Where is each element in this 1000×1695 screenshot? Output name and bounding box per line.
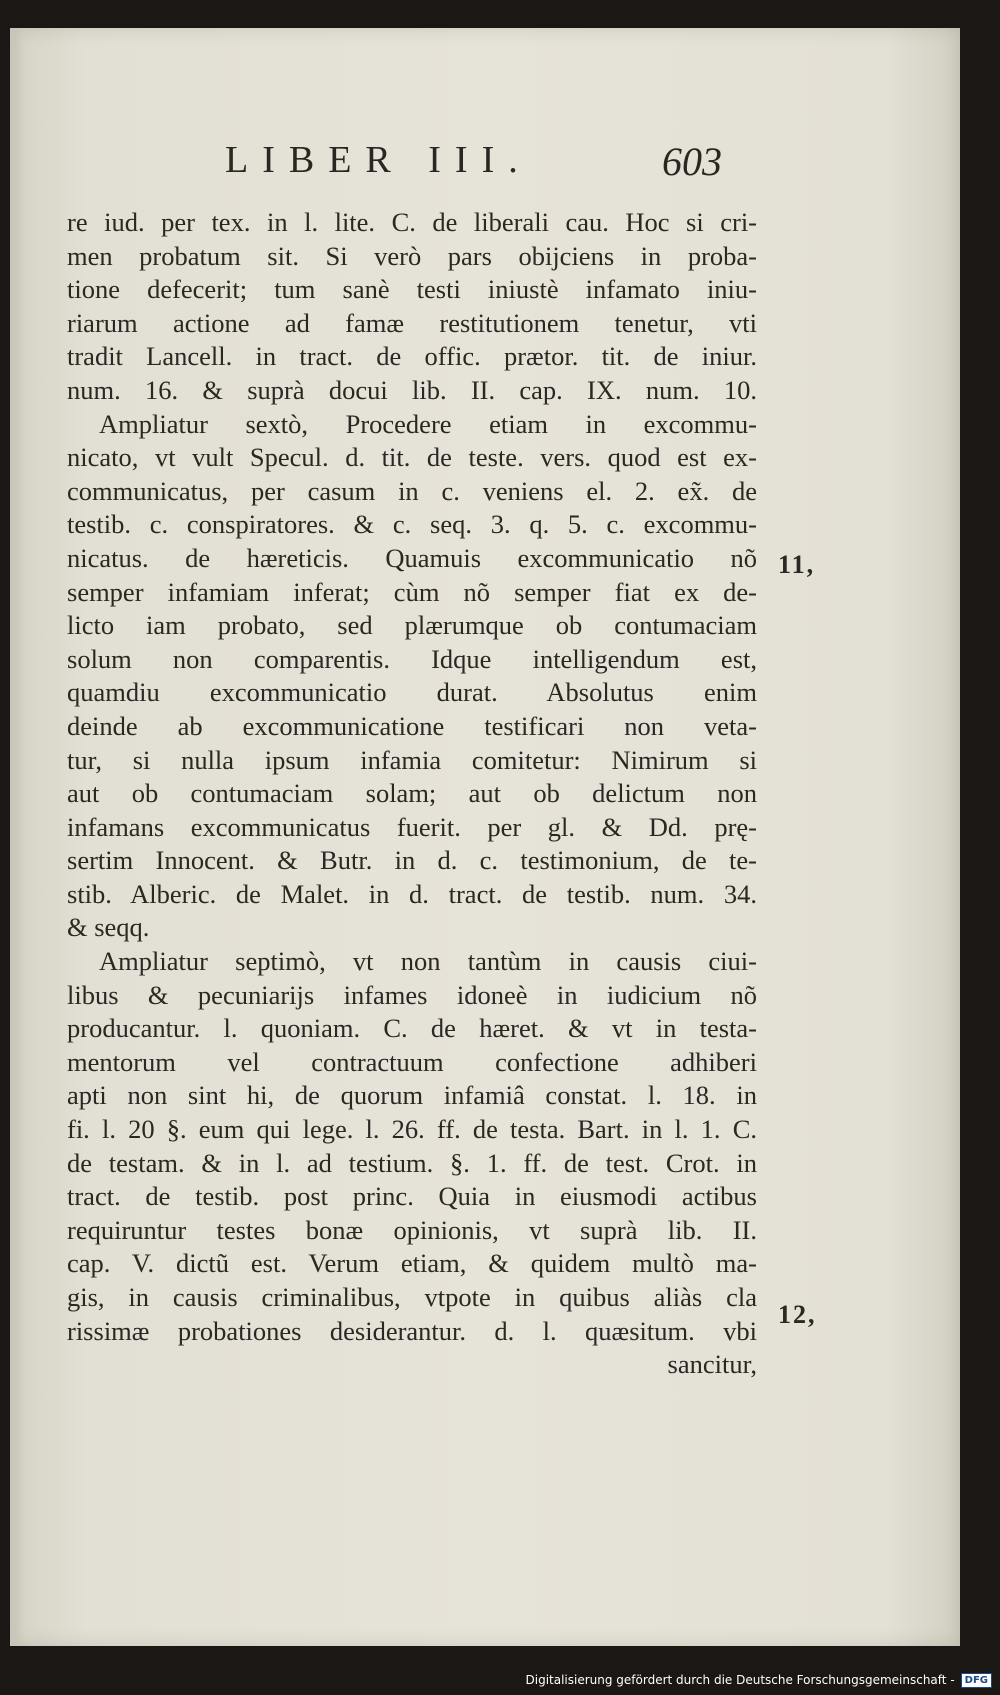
text-line: nicato, vt vult Specul. d. tit. de teste. vers. quod est ex- <box>67 442 757 473</box>
text-line: cap. V. dictũ est. Verum etiam, & quidem multò ma- <box>67 1248 757 1279</box>
text-line: tur, si nulla ipsum infamia comitetur: Nimirum si <box>67 744 757 775</box>
text-line: solum non comparentis. Idque intelligendum est, <box>67 643 757 674</box>
running-head: LIBER III. <box>225 139 532 181</box>
text-line: libus & pecuniarijs infames idoneè in iudicium nõ <box>67 979 757 1010</box>
text-line: testib. c. conspiratores. & c. seq. 3. q. 5. c. excommu- <box>67 509 757 540</box>
text-line: num. 16. & suprà docui lib. II. cap. IX. num. 10. <box>67 374 757 405</box>
text-line: deinde ab excommunicatione testificari non veta- <box>67 710 757 741</box>
text-line: requiruntur testes bonæ opinionis, vt suprà lib. II. <box>67 1214 757 1245</box>
digitization-footer <box>526 1669 993 1691</box>
page-header <box>10 138 960 188</box>
text-line: tract. de testib. post princ. Quia in eiusmodi actibus <box>67 1181 757 1212</box>
text-line: rissimæ probationes desiderantur. d. l. quæsitum. vbi <box>67 1315 757 1346</box>
margin-note-12: 12, <box>778 1300 817 1329</box>
text-line: riarum actione ad famæ restitutionem tenetur, vti <box>67 307 757 338</box>
text-line: licto iam probato, sed plærumque ob contumaciam <box>67 610 757 641</box>
text-line: men probatum sit. Si verò pars obijciens in proba- <box>67 240 757 271</box>
book-page <box>10 28 960 1646</box>
funding-credit: Digitalisierung gefördert durch die Deutsche Forschungsgemeinschaft - <box>525 1673 955 1687</box>
text-line: nicatus. de hæreticis. Quamuis excommunicatio nõ <box>67 542 757 573</box>
text-line: & seqq. <box>67 912 150 943</box>
text-line: communicatus, per casum in c. veniens el. 2. ex̃. de <box>67 475 757 506</box>
text-line: stib. Alberic. de Malet. in d. tract. de testib. num. 34. <box>67 878 757 909</box>
dfg-logo-icon: DFG <box>961 1673 992 1688</box>
margin-note-11: 11, <box>778 550 816 579</box>
text-line: mentorum vel contractuum confectione adhiberi <box>67 1046 757 1077</box>
text-line: tradit Lancell. in tract. de offic. prætor. tit. de iniur. <box>67 341 757 372</box>
text-line: aut ob contumaciam solam; aut ob delictum non <box>67 778 757 809</box>
text-line: de testam. & in l. ad testium. §. 1. ff. de test. Crot. in <box>67 1147 757 1178</box>
text-line: apti non sint hi, de quorum infamiâ constat. l. 18. in <box>67 1080 757 1111</box>
body-text <box>67 206 757 1382</box>
text-line: producantur. l. quoniam. C. de hæret. & vt in testa- <box>67 1013 757 1044</box>
text-line: semper infamiam inferat; cùm nõ semper fiat ex de- <box>67 576 757 607</box>
catchword: sancitur, <box>667 1349 757 1380</box>
text-line: re iud. per tex. in l. lite. C. de liberali cau. Hoc si cri- <box>67 207 757 237</box>
text-line: gis, in causis criminalibus, vtpote in quibus aliàs cla <box>67 1282 757 1312</box>
text-line: quamdiu excommunicatio durat. Absolutus enim <box>67 677 757 708</box>
text-line: tione defecerit; tum sanè testi iniustè infamato iniu- <box>67 274 757 305</box>
text-line: Ampliatur septimò, vt non tantùm in causis ciui- <box>99 946 757 977</box>
text-line: infamans excommunicatus fuerit. per gl. & Dd. prę- <box>67 811 757 842</box>
text-line: fi. l. 20 §. eum qui lege. l. 26. ff. de testa. Bart. in l. 1. C. <box>67 1114 757 1145</box>
page-number: 603 <box>662 139 722 184</box>
text-line: Ampliatur sextò, Procedere etiam in excommu- <box>99 408 757 439</box>
text-line: sertim Innocent. & Butr. in d. c. testimonium, de te- <box>67 845 757 876</box>
